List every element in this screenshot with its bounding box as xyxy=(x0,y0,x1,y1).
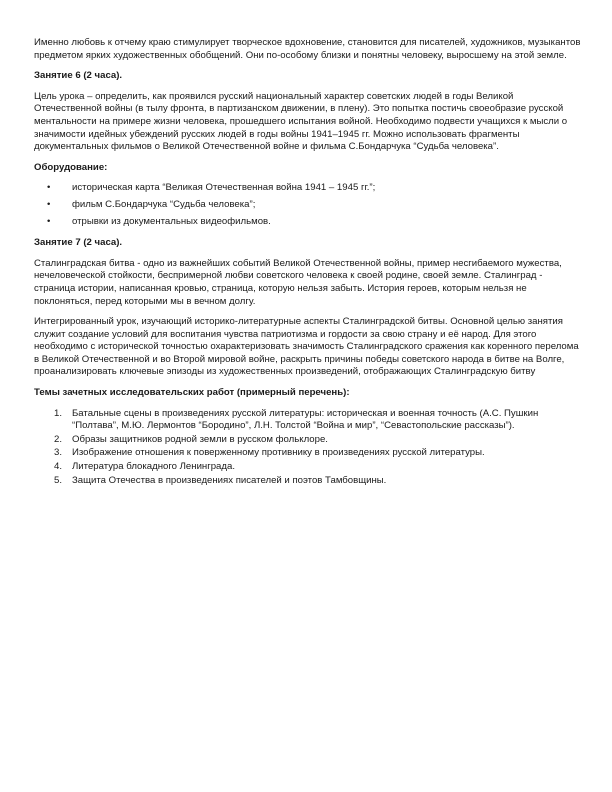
list-item-number: 3. xyxy=(54,447,63,459)
list-item xyxy=(34,434,582,447)
list-item-text: историческая карта “Великая Отечественная война 1941 – 1945 гг.”; xyxy=(72,182,376,194)
lesson6-heading: Занятие 6 (2 часа). xyxy=(34,70,123,82)
list-item-text: Защита Отечества в произведениях писателей и поэтов Тамбовщины. xyxy=(72,474,387,486)
equipment-heading: Оборудование: xyxy=(34,161,108,173)
list-item-text: фильм С.Бондарчука “Судьба человека”; xyxy=(72,198,256,210)
topics-list xyxy=(34,408,582,488)
list-item xyxy=(34,447,582,460)
intro-paragraph: Именно любовь к отчему краю стимулирует творческое вдохновение, становится для писателей, художников, музыкантов предметом ярких художественных обобщений. Они по-особому близки и понятны человеку, выросшему на этой земле. xyxy=(34,37,581,61)
list-item-number: 1. xyxy=(54,407,63,419)
list-item-number: 5. xyxy=(54,474,63,486)
lesson7-paragraph-1: Сталинградская битва - одно из важнейших событий Великой Отечественной войны, пример несгибаемого мужества, нечеловеческой стойкости, беспримерной любви советского человека к своей родине, своей земле. Сталинград - страница истории, написанная кровью, страница, которую нельзя забыть. История героев, которым нельзя не поклоняться, перед которыми мы в вечном долгу. xyxy=(34,257,562,307)
list-item xyxy=(34,475,582,488)
lesson7-paragraph-2: Интегрированный урок, изучающий историко-литературные аспекты Сталинградской битвы. Основной целью занятия служит создание условий для воспитания чувства патриотизма и гордости за свою страну и её народ. Для этого необходимо с исторической точностью охарактеризовать значимость Сталинградского сражения как коренного перелома в Великой Отечественной и во Второй мировой войне, раскрыть причины победы советского народа в битве на Волге, проанализировать ключевые эпизоды из художественных произведений, отображающих Сталинградскую битву xyxy=(34,316,579,378)
list-item xyxy=(34,216,582,229)
list-item-number: 2. xyxy=(54,433,63,445)
list-item-text: Батальные сцены в произведениях русской литературы: историческая и военная точность (А.С. Пушкин “Полтава”, М.Ю. Лермонтов “Бородино”, Л.Н. Толстой “Война и мир”, “Севастопольские рассказы”). xyxy=(72,407,539,432)
list-item xyxy=(34,199,582,212)
bullet-icon: • xyxy=(47,198,51,210)
topics-heading: Темы зачетных исследовательских работ (примерный перечень): xyxy=(34,387,350,399)
list-item-number: 4. xyxy=(54,461,63,473)
bullet-icon: • xyxy=(47,182,51,194)
lesson6-paragraph: Цель урока – определить, как проявился русский национальный характер советских людей в годы Великой Отечественной войны (в тылу фронта, в партизанском движении, в плену). Это попытка постичь своеобразие русской ментальности на примере жизни человека, прошедшего испытания войной. Необходимо подвести учащихся к мысли о значимости идейных убеждений русских людей в годы войны 1941–1945 гг. Можно использовать фрагменты документальных фильмов о Великой Отечественной войне и фильма С.Бондарчука “Судьба человека”. xyxy=(34,90,568,153)
bullet-icon: • xyxy=(47,215,51,227)
lesson7-heading: Занятие 7 (2 часа). xyxy=(34,237,123,249)
list-item-text: отрывки из документальных видеофильмов. xyxy=(72,215,271,227)
list-item-text: Литература блокадного Ленинграда. xyxy=(72,461,235,473)
list-item xyxy=(34,182,582,195)
list-item xyxy=(34,461,582,474)
equipment-list xyxy=(34,182,582,228)
list-item xyxy=(34,408,582,433)
list-item-text: Изображение отношения к поверженному противнику в произведениях русской литературы. xyxy=(72,447,485,459)
list-item-text: Образы защитников родной земли в русском фольклоре. xyxy=(72,433,328,445)
